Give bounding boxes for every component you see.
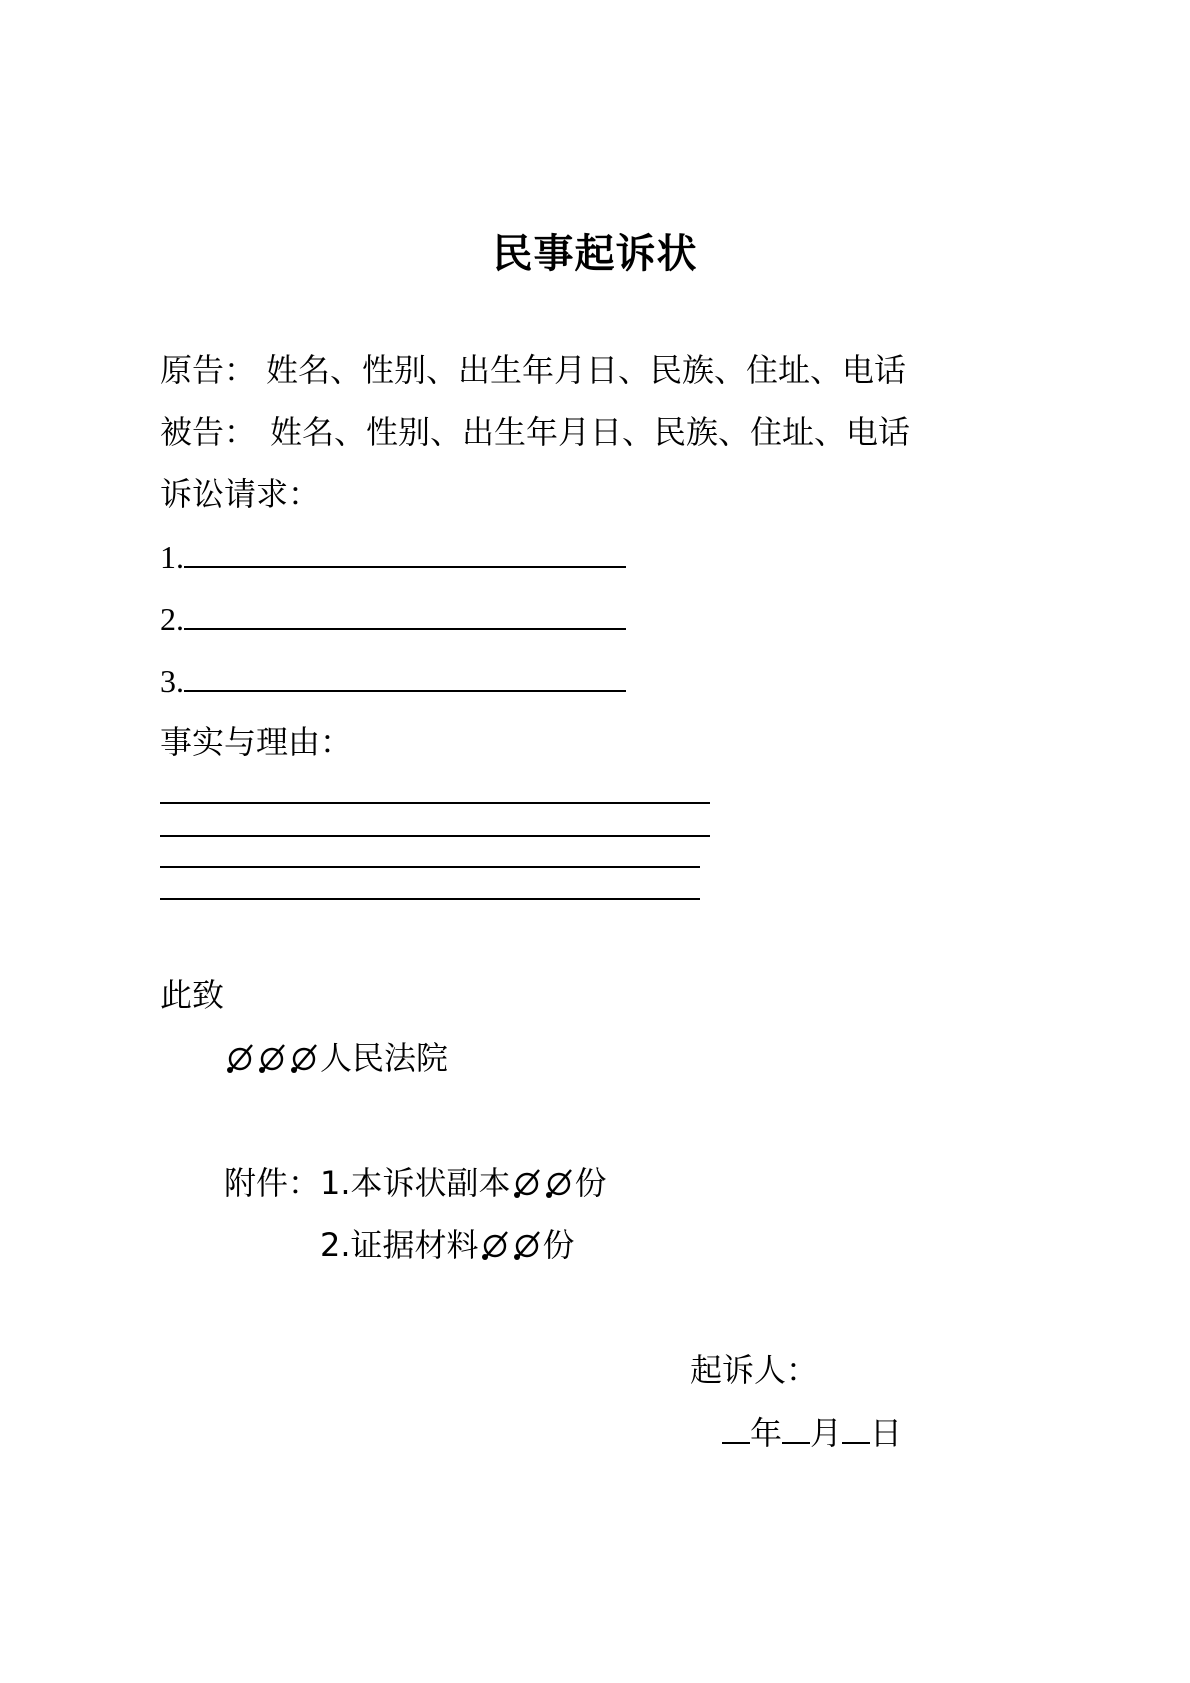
blank-mark-icon	[479, 1229, 511, 1261]
blank-mark-icon	[511, 1229, 543, 1261]
defendant-value: 姓名、性别、出生年月日、民族、住址、电话	[270, 413, 911, 451]
claims-heading: 诉讼请求：	[160, 475, 321, 513]
plaintiff-label: 原告：	[160, 351, 257, 389]
claim-number: 3.	[160, 663, 184, 699]
plaintiff-line	[160, 350, 906, 390]
attachment-item-1-prefix: 1.本诉状副本	[320, 1164, 511, 1202]
defendant-line	[160, 412, 910, 452]
blank-mark-icon	[288, 1042, 320, 1074]
facts-blank-line	[160, 835, 710, 837]
attachment-line-1	[224, 1163, 607, 1203]
document-title: 民事起诉状	[492, 231, 698, 277]
day-blank	[842, 1412, 870, 1444]
claim-blank-line	[184, 598, 626, 630]
day-label: 日	[870, 1414, 903, 1452]
year-blank	[722, 1412, 750, 1444]
facts-blank-line	[160, 866, 700, 868]
month-label: 月	[810, 1414, 843, 1452]
greeting: 此致	[160, 976, 225, 1014]
attachment-item-2-suffix: 份	[542, 1226, 575, 1264]
blank-mark-icon	[511, 1167, 543, 1199]
claim-blank-line	[184, 660, 626, 692]
claim-blank-line	[184, 536, 626, 568]
plaintiff-signature-label: 起诉人：	[690, 1351, 819, 1389]
signature-date	[722, 1412, 902, 1453]
defendant-label: 被告：	[160, 413, 257, 451]
attachment-label: 附件：	[224, 1164, 321, 1202]
facts-blank-line	[160, 898, 700, 900]
attachment-item-2-prefix: 2.证据材料	[320, 1226, 479, 1264]
blank-mark-icon	[256, 1042, 288, 1074]
blank-mark-icon	[224, 1042, 256, 1074]
month-blank	[782, 1412, 810, 1444]
claim-number: 1.	[160, 539, 184, 575]
claim-number: 2.	[160, 601, 184, 637]
blank-mark-icon	[543, 1167, 575, 1199]
facts-blank-line	[160, 802, 710, 804]
court-name: 人民法院	[320, 1039, 449, 1077]
claim-item-2	[160, 598, 626, 639]
attachment-item-1-suffix: 份	[574, 1164, 607, 1202]
claim-item-1	[160, 536, 626, 577]
claim-item-3	[160, 660, 626, 701]
plaintiff-value: 姓名、性别、出生年月日、民族、住址、电话	[266, 351, 907, 389]
year-label: 年	[750, 1414, 783, 1452]
facts-heading: 事实与理由：	[160, 723, 353, 761]
court-line	[224, 1038, 448, 1078]
attachment-line-2	[320, 1225, 575, 1265]
